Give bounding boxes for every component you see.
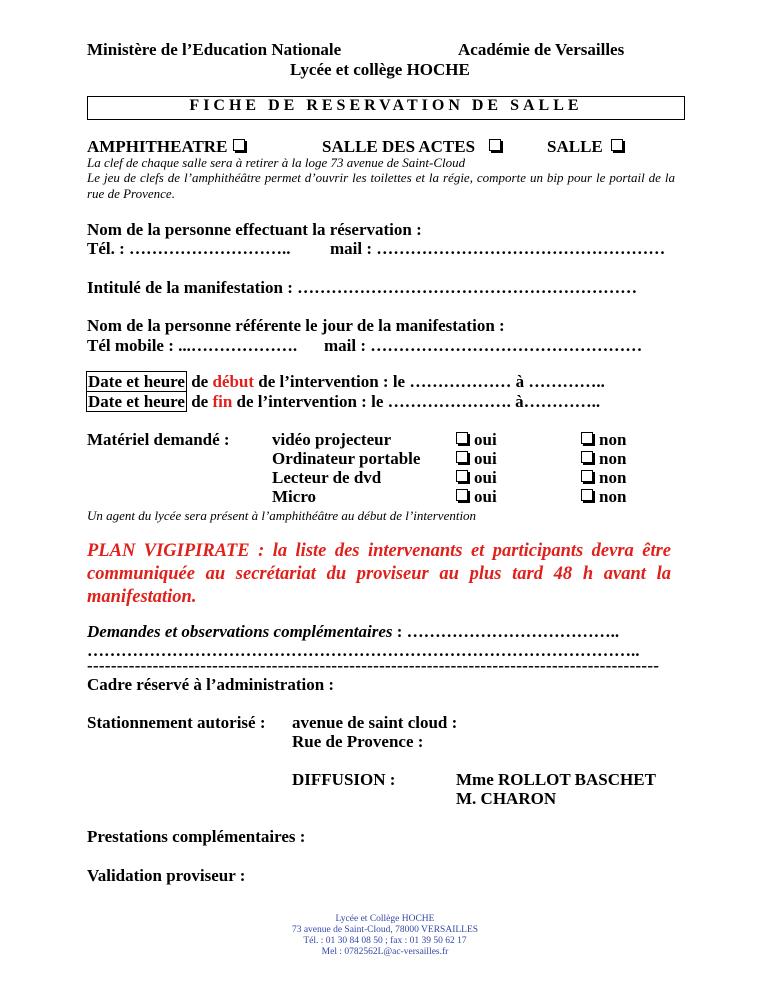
checkbox-icon[interactable] — [581, 432, 593, 444]
equipment-item: Lecteur de dvd — [272, 468, 382, 487]
services-label: Prestations complémentaires : — [87, 827, 306, 846]
validation-label: Validation proviseur : — [87, 866, 246, 885]
separator-line: ------------------------------------------------------------------------------------------------ — [87, 656, 660, 675]
booker-mail-field[interactable]: mail : …………………………………………… — [330, 239, 666, 258]
checkbox-icon[interactable] — [233, 139, 245, 151]
yes-option[interactable]: oui — [456, 487, 497, 507]
no-option[interactable]: non — [581, 468, 626, 488]
date-heure-label: Date et heure — [88, 372, 185, 391]
event-title-field[interactable]: Intitulé de la manifestation : …………………………………………………… — [87, 278, 638, 297]
yes-option[interactable]: oui — [456, 430, 497, 450]
academy-name: Académie de Versailles — [458, 40, 625, 59]
referent-mail-field[interactable]: mail : ………………………………………… — [324, 336, 643, 355]
booker-name-label: Nom de la personne effectuant la réservation : — [87, 220, 422, 239]
checkbox-icon[interactable] — [456, 432, 468, 444]
room-label: SALLE DES ACTES — [322, 137, 476, 156]
room-option-amphitheatre[interactable] — [87, 137, 245, 157]
diffusion-recipient: M. CHARON — [456, 789, 557, 808]
checkbox-icon[interactable] — [456, 489, 468, 501]
parking-option-provence[interactable]: Rue de Provence : — [292, 732, 424, 751]
checkbox-icon[interactable] — [456, 451, 468, 463]
footer-phone: Tél. : 01 30 84 08 50 ; fax : 01 39 50 62 17 — [303, 936, 467, 946]
requests-label: Demandes et observations complémentaires — [87, 622, 393, 641]
start-date-field[interactable]: Date et heure de début de l’intervention : le ……………… à ………….. — [88, 372, 605, 391]
room-label: AMPHITHEATRE — [87, 137, 228, 156]
footer-address: 73 avenue de Saint-Cloud, 78000 VERSAILLES — [291, 925, 479, 935]
school-name: Lycée et collège HOCHE — [290, 60, 470, 79]
equipment-item: Micro — [272, 487, 317, 506]
diffusion-recipient: Mme ROLLOT BASCHET — [456, 770, 656, 789]
equipment-item: vidéo projecteur — [272, 430, 392, 449]
key-note: La clef de chaque salle sera à retirer à la loge 73 avenue de Saint-Cloud — [87, 155, 466, 170]
yes-option[interactable]: oui — [456, 468, 497, 488]
form-title: FICHE DE RESERVATION DE SALLE — [189, 97, 583, 114]
diffusion-label: DIFFUSION : — [292, 770, 396, 789]
no-option[interactable]: non — [581, 487, 626, 507]
referent-name-label: Nom de la personne référente le jour de la manifestation : — [87, 316, 505, 335]
room-label: SALLE — [547, 137, 603, 156]
yes-option[interactable]: oui — [456, 449, 497, 469]
date-heure-label: Date et heure — [88, 392, 185, 411]
booker-tel-field[interactable]: Tél. : ……………………….. — [87, 239, 291, 258]
footer-school: Lycée et Collège HOCHE — [335, 914, 435, 924]
referent-tel-field[interactable]: Tél mobile : ...………………. — [87, 336, 298, 355]
checkbox-icon[interactable] — [581, 451, 593, 463]
end-date-field[interactable]: Date et heure de fin de l’intervention : le …………………. à………….. — [88, 392, 601, 411]
checkbox-icon[interactable] — [456, 470, 468, 482]
footer-mail: Mel : 0782562L@ac-versailles.fr — [321, 947, 449, 957]
checkbox-icon[interactable] — [581, 470, 593, 482]
vigipirate-notice: PLAN VIGIPIRATE : la liste des intervenants et participants devra être communiquée au secrétariat du proviseur au plus tard 48 h avant la manifestation. — [87, 541, 671, 607]
keys-note: Le jeu de clefs de l’amphithéâtre permet d’ouvrir les toilettes et la régie, comporte un bip pour le portail de la rue de Provence. — [87, 170, 675, 201]
parking-label: Stationnement autorisé : — [87, 713, 266, 732]
requests-field[interactable]: Demandes et observations complémentaires : ……………………………….. — [87, 622, 620, 641]
checkbox-icon[interactable] — [581, 489, 593, 501]
checkbox-icon[interactable] — [489, 139, 501, 151]
start-word: début — [212, 372, 255, 391]
admin-label: Cadre réservé à l’administration : — [87, 675, 335, 694]
equipment-label: Matériel demandé : — [87, 430, 230, 449]
ministry-name: Ministère de l’Education Nationale — [87, 40, 342, 59]
no-option[interactable]: non — [581, 449, 626, 469]
checkbox-icon[interactable] — [611, 139, 623, 151]
end-word: fin — [212, 392, 233, 411]
agent-note: Un agent du lycée sera présent à l’amphithéâtre au début de l’intervention — [87, 508, 477, 523]
room-option-salle-des-actes[interactable] — [322, 137, 501, 157]
room-option-salle[interactable] — [547, 137, 623, 157]
requests-dots-line[interactable]: …………………………………………………………………………………….. — [87, 641, 640, 660]
equipment-item: Ordinateur portable — [272, 449, 421, 468]
parking-option-saint-cloud[interactable]: avenue de saint cloud : — [292, 713, 458, 732]
no-option[interactable]: non — [581, 430, 626, 450]
